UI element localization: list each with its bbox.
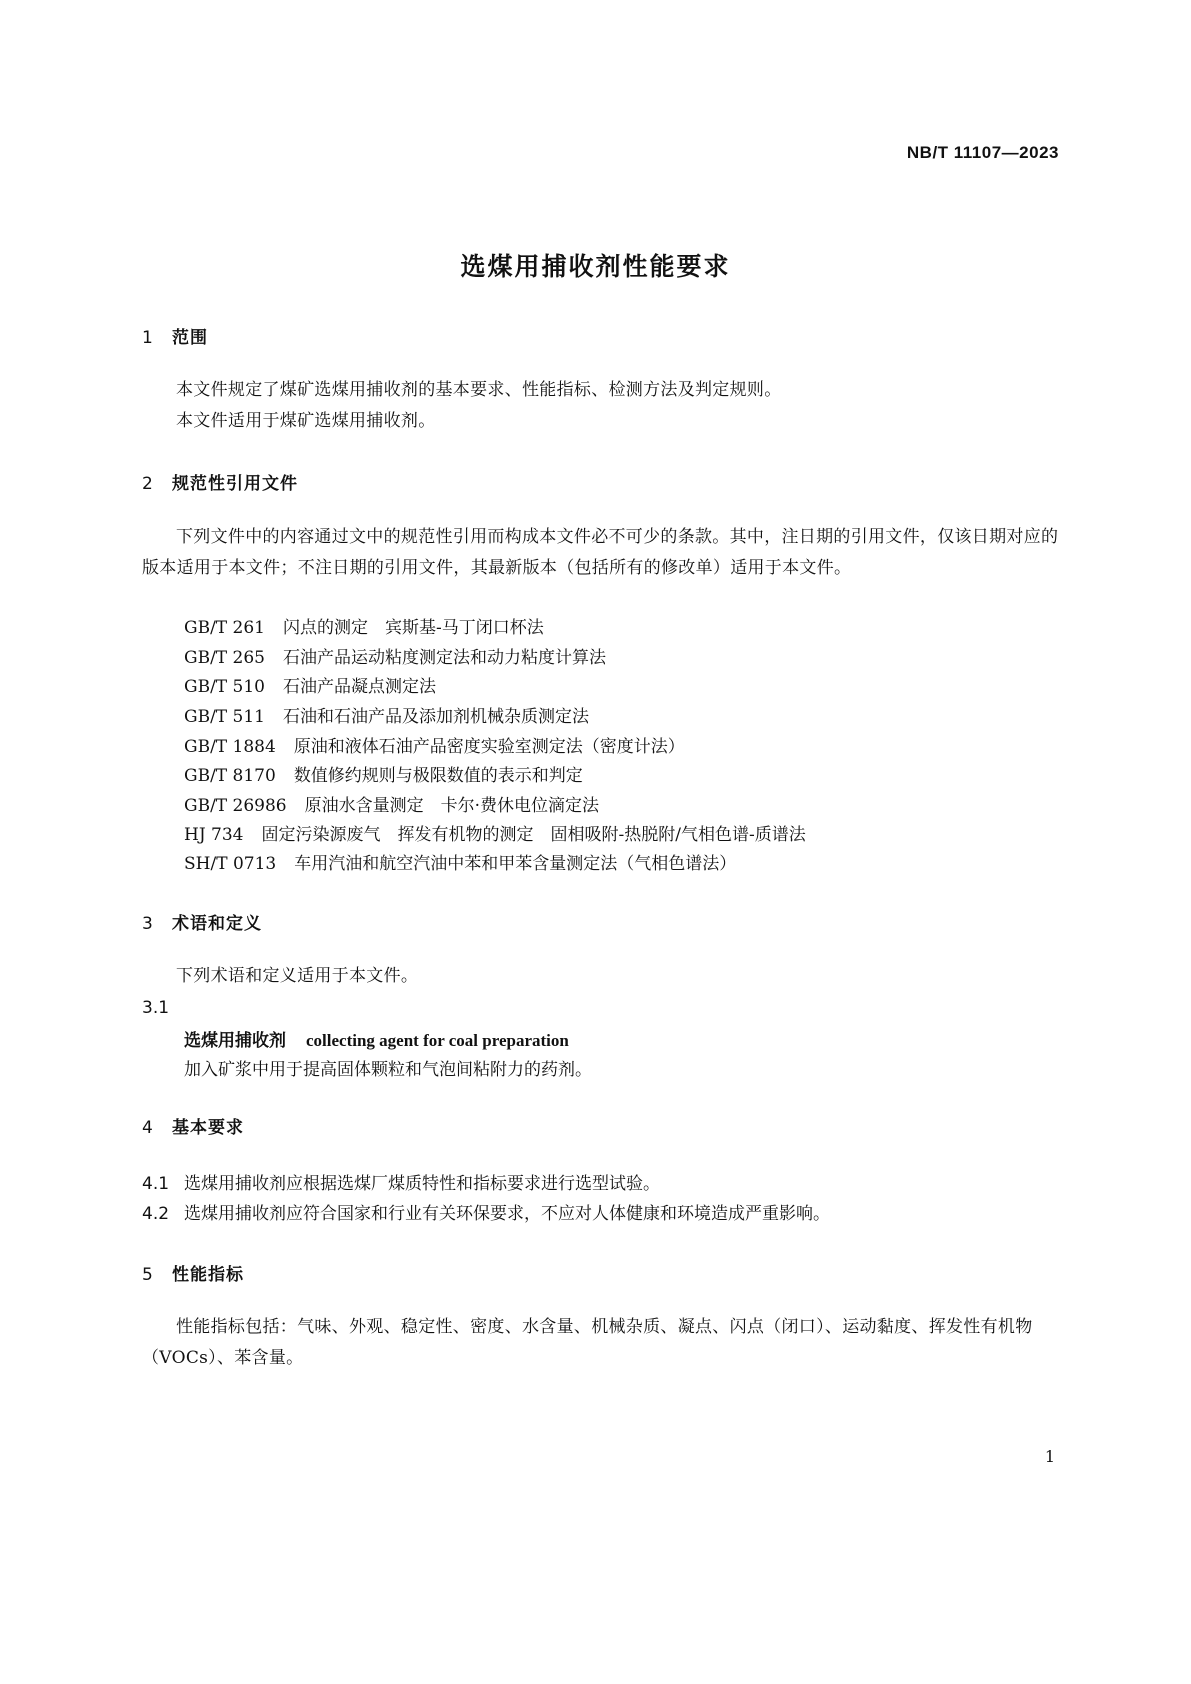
term-english: collecting agent for coal preparation xyxy=(306,1031,569,1050)
reference-title: 石油产品凝点测定法 xyxy=(283,677,436,697)
section-5-paragraph: 性能指标包括：气味、外观、稳定性、密度、水含量、机械杂质、凝点、闪点（闭口）、运动黏度、挥发性有机物（VOCs）、苯含量。 xyxy=(142,1317,1033,1368)
standard-code: NB/T 11107—2023 xyxy=(906,143,1059,162)
section-title: 基本要求 xyxy=(172,1118,244,1138)
section-2-heading xyxy=(142,469,298,494)
section-1-heading xyxy=(142,323,208,348)
clause-4-1 xyxy=(142,1169,660,1194)
section-number: 2 xyxy=(142,474,154,494)
clause-number: 4.2 xyxy=(142,1204,170,1224)
section-title: 规范性引用文件 xyxy=(172,474,298,494)
reference-title: 石油产品运动粘度测定法和动力粘度计算法 xyxy=(283,648,606,668)
reference-item xyxy=(184,672,436,697)
reference-code: GB/T 511 xyxy=(184,707,265,727)
term-entry xyxy=(184,1026,569,1051)
section-title: 术语和定义 xyxy=(172,914,262,934)
clause-number: 4.1 xyxy=(142,1174,170,1194)
section-2-intro: 下列文件中的内容通过文中的规范性引用而构成本文件必不可少的条款。其中，注日期的引用文件，仅该日期对应的版本适用于本文件；不注日期的引用文件，其最新版本（包括所有的修改单）适用于本文件。 xyxy=(142,527,1059,578)
reference-title: 石油和石油产品及添加剂机械杂质测定法 xyxy=(283,707,589,727)
section-5-heading xyxy=(142,1260,244,1285)
term-definition: 加入矿浆中用于提高固体颗粒和气泡间粘附力的药剂。 xyxy=(184,1060,592,1080)
reference-item xyxy=(184,820,806,845)
reference-item xyxy=(184,732,685,757)
reference-item xyxy=(184,761,583,786)
section-number: 5 xyxy=(142,1265,154,1285)
reference-title: 闪点的测定 宾斯基-马丁闭口杯法 xyxy=(283,618,544,638)
section-1-paragraph-2: 本文件适用于煤矿选煤用捕收剂。 xyxy=(176,411,436,431)
reference-code: GB/T 261 xyxy=(184,618,265,638)
page-number: 1 xyxy=(1044,1447,1055,1466)
section-1-paragraph-1: 本文件规定了煤矿选煤用捕收剂的基本要求、性能指标、检测方法及判定规则。 xyxy=(176,380,782,400)
clause-text: 选煤用捕收剂应符合国家和行业有关环保要求，不应对人体健康和环境造成严重影响。 xyxy=(184,1204,830,1224)
section-number: 1 xyxy=(142,328,154,348)
term-number: 3.1 xyxy=(142,998,170,1018)
reference-item xyxy=(184,849,736,874)
reference-title: 车用汽油和航空汽油中苯和甲苯含量测定法（气相色谱法） xyxy=(294,854,737,874)
section-3-intro: 下列术语和定义适用于本文件。 xyxy=(176,966,419,986)
reference-item xyxy=(184,791,599,816)
reference-code: GB/T 510 xyxy=(184,677,265,697)
clause-4-2 xyxy=(142,1199,830,1224)
reference-code: GB/T 1884 xyxy=(184,737,276,757)
section-title: 范围 xyxy=(172,328,208,348)
reference-code: GB/T 8170 xyxy=(184,766,276,786)
section-number: 4 xyxy=(142,1118,154,1138)
reference-code: GB/T 265 xyxy=(184,648,265,668)
term-chinese: 选煤用捕收剂 xyxy=(184,1031,286,1051)
reference-code: GB/T 26986 xyxy=(184,796,287,816)
reference-code: SH/T 0713 xyxy=(184,854,277,874)
section-4-heading xyxy=(142,1113,244,1138)
section-number: 3 xyxy=(142,914,154,934)
reference-item xyxy=(184,643,606,668)
section-3-heading xyxy=(142,909,262,934)
reference-title: 原油水含量测定 卡尔·费休电位滴定法 xyxy=(304,796,600,816)
section-title: 性能指标 xyxy=(172,1265,244,1285)
document-title: 选煤用捕收剂性能要求 xyxy=(460,252,731,281)
reference-item xyxy=(184,613,544,638)
reference-item xyxy=(184,702,589,727)
reference-title: 原油和液体石油产品密度实验室测定法（密度计法） xyxy=(293,737,685,757)
reference-title: 数值修约规则与极限数值的表示和判定 xyxy=(293,766,583,786)
clause-text: 选煤用捕收剂应根据选煤厂煤质特性和指标要求进行选型试验。 xyxy=(184,1174,660,1194)
reference-code: HJ 734 xyxy=(184,825,244,845)
reference-title: 固定污染源废气 挥发有机物的测定 固相吸附-热脱附/气相色谱-质谱法 xyxy=(261,825,806,845)
